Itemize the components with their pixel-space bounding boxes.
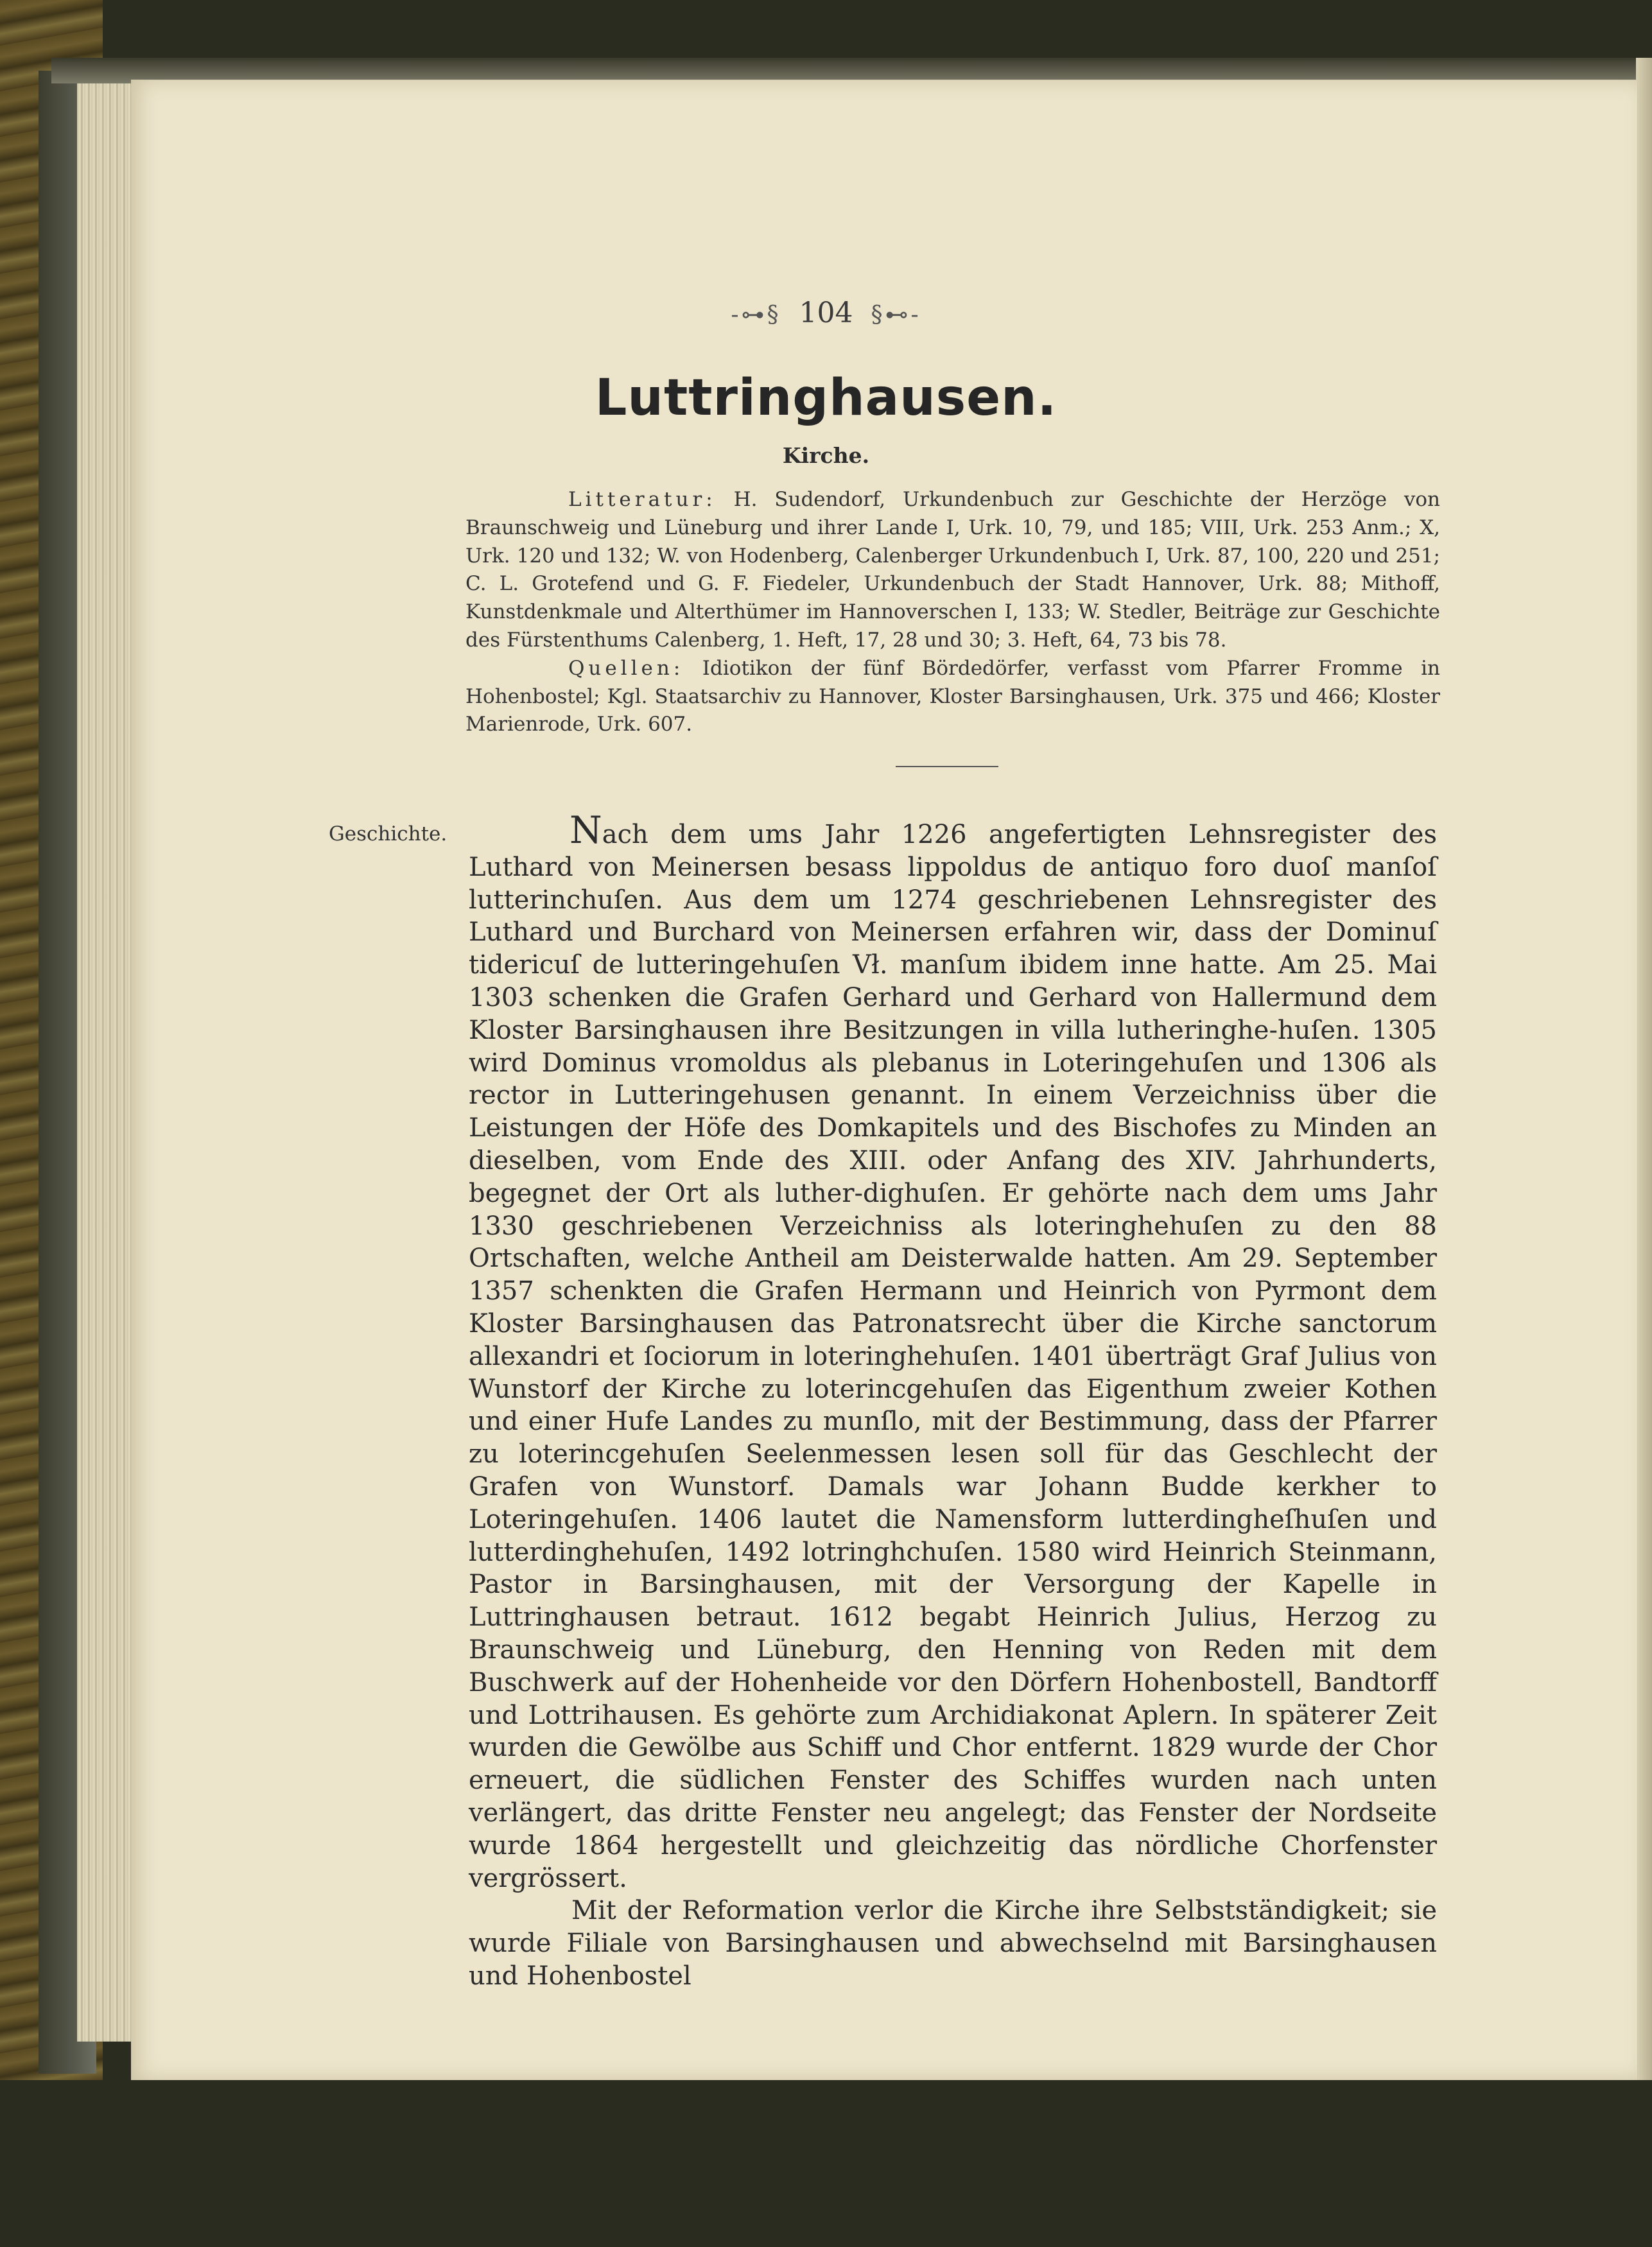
sources-block: [465, 486, 1440, 739]
ornament-right: §⊷-: [871, 302, 921, 328]
body-text: [469, 808, 1437, 1993]
ornament-left: -⊶§: [731, 302, 781, 328]
background-bottom: [0, 2080, 1652, 2247]
drop-cap: N: [570, 808, 602, 852]
body-paragraph-1: [469, 808, 1437, 1895]
book-top-edge: [51, 58, 1637, 83]
page-header: [0, 297, 1652, 329]
paragraph-1-text: ach dem ums Jahr 1226 angefertigten Lehnsregister des Luthard von Meinersen besass lippoldus de antiquo foro duoſ manſoſ lutterinchuſen. Aus dem um 1274 geschriebenen Lehnsregister des Luthard und Burchard von Meinersen erfahren wir, dass der Dominuſ tidericuſ de lutteringehuſen Vł. manſum ibidem inne hatte. Am 25. Mai 1303 schenken die Grafen Gerhard und Gerhard von Hallermund dem Kloster Barsinghausen ihre Besitzungen in villa lutheringhe-huſen. 1305 wird Dominus vromoldus als plebanus in Loteringehuſen und 1306 als rector in Lutteringehusen genannt. In einem Verzeichniss über die Leistungen der Höfe des Domkapitels und des Bischofes zu Minden an dieselben, vom Ende des XIII. oder Anfang des XIV. Jahrhunderts, begegnet der Ort als luther-dighuſen. Er gehörte nach dem ums Jahr 1330 geschriebenen Verzeichniss als loteringhehuſen zu den 88 Ortschaften, welche Antheil am Deisterwalde hatten. Am 29. September 1357 schenkten die Grafen Hermann und Heinrich von Pyrmont dem Kloster Barsinghausen das Patronatsrecht über die Kirche sanctorum allexandri et ſociorum in loteringhehuſen. 1401 überträgt Graf Julius von Wunstorf der Kirche zu loterincgehuſen das Eigenthum zweier Kothen und einer Hufe Landes zu munſlo, mit der Bestimmung, dass der Pfarrer zu loterincgehuſen Seelenmessen lesen soll für das Geschlecht der Grafen von Wunstorf. Damals war Johann Budde kerkher to Loteringehuſen. 1406 lautet die Namensform lutterdinghеſhuſen und lutterdinghehuſen, 1492 lotringhchuſen. 1580 wird Heinrich Steinmann, Pastor in Barsinghausen, mit der Versorgung der Kapelle in Luttringhausen betraut. 1612 begabt Heinrich Julius, Herzog zu Braunschweig und Lüneburg, den Henning von Reden mit dem Buschwerk auf der Hohenheide vor den Dörfern Hohenbostell, Bandtorff und Lottrihausen. Es gehörte zum Archidiakonat Aplern. In späterer Zeit wurden die Gewölbe aus Schiff und Chor entfernt. 1829 wurde der Chor erneuert, die südlichen Fenster des Schiffes wurden nach unten verlängert, das dritte Fenster neu angelegt; das Fenster der Nordseite wurde 1864 hergestellt und gleichzeitig das nördliche Chorfenster vergrössert.: [469, 820, 1437, 1893]
litteratur-text: H. Sudendorf, Urkundenbuch zur Geschichte der Herzöge von Braunschweig und Lüneburg und ihrer Lande I, Urk. 10, 79, und 185; VIII, Urk. 253 Anm.; X, Urk. 120 und 132; W. von Hodenberg, Calenberger Urkundenbuch I, Urk. 87, 100, 220 und 251; C. L. Grotefend und G. F. Fiedeler, Urkundenbuch der Stadt Hannover, Urk. 88; Mithoff, Kunstdenkmale und Alterthümer im Hannoverschen I, 133; W. Stedler, Beiträge zur Geschichte des Fürstenthums Calenberg, 1. Heft, 17, 28 und 30; 3. Heft, 64, 73 bis 78.: [465, 488, 1440, 652]
section-divider: [896, 766, 998, 767]
page-subtitle: Kirche.: [782, 443, 870, 468]
margin-note: Geschichte.: [329, 822, 448, 846]
page-number: 104: [799, 297, 853, 329]
page-title: Luttringhausen.: [595, 369, 1057, 427]
quellen-paragraph: [465, 655, 1440, 739]
quellen-label: Quellen:: [568, 656, 684, 680]
litteratur-label: Litteratur:: [568, 488, 717, 511]
body-paragraph-2: [469, 1895, 1437, 1992]
paragraph-2-text: Mit der Reformation verlor die Kirche ihre Selbstständigkeit; sie wurde Filiale von Barsinghausen und abwechselnd mit Barsinghausen und Hohenbostel: [469, 1896, 1437, 1991]
book-right-edge: [1636, 58, 1652, 2112]
quellen-text: Idiotikon der fünf Bördedörfer, verfasst vom Pfarrer Fromme in Hohenbostel; Kgl. Staatsarchiv zu Hannover, Kloster Barsinghausen, Urk. 375 und 466; Kloster Marienrode, Urk. 607.: [465, 656, 1440, 736]
litteratur-paragraph: [465, 486, 1440, 655]
